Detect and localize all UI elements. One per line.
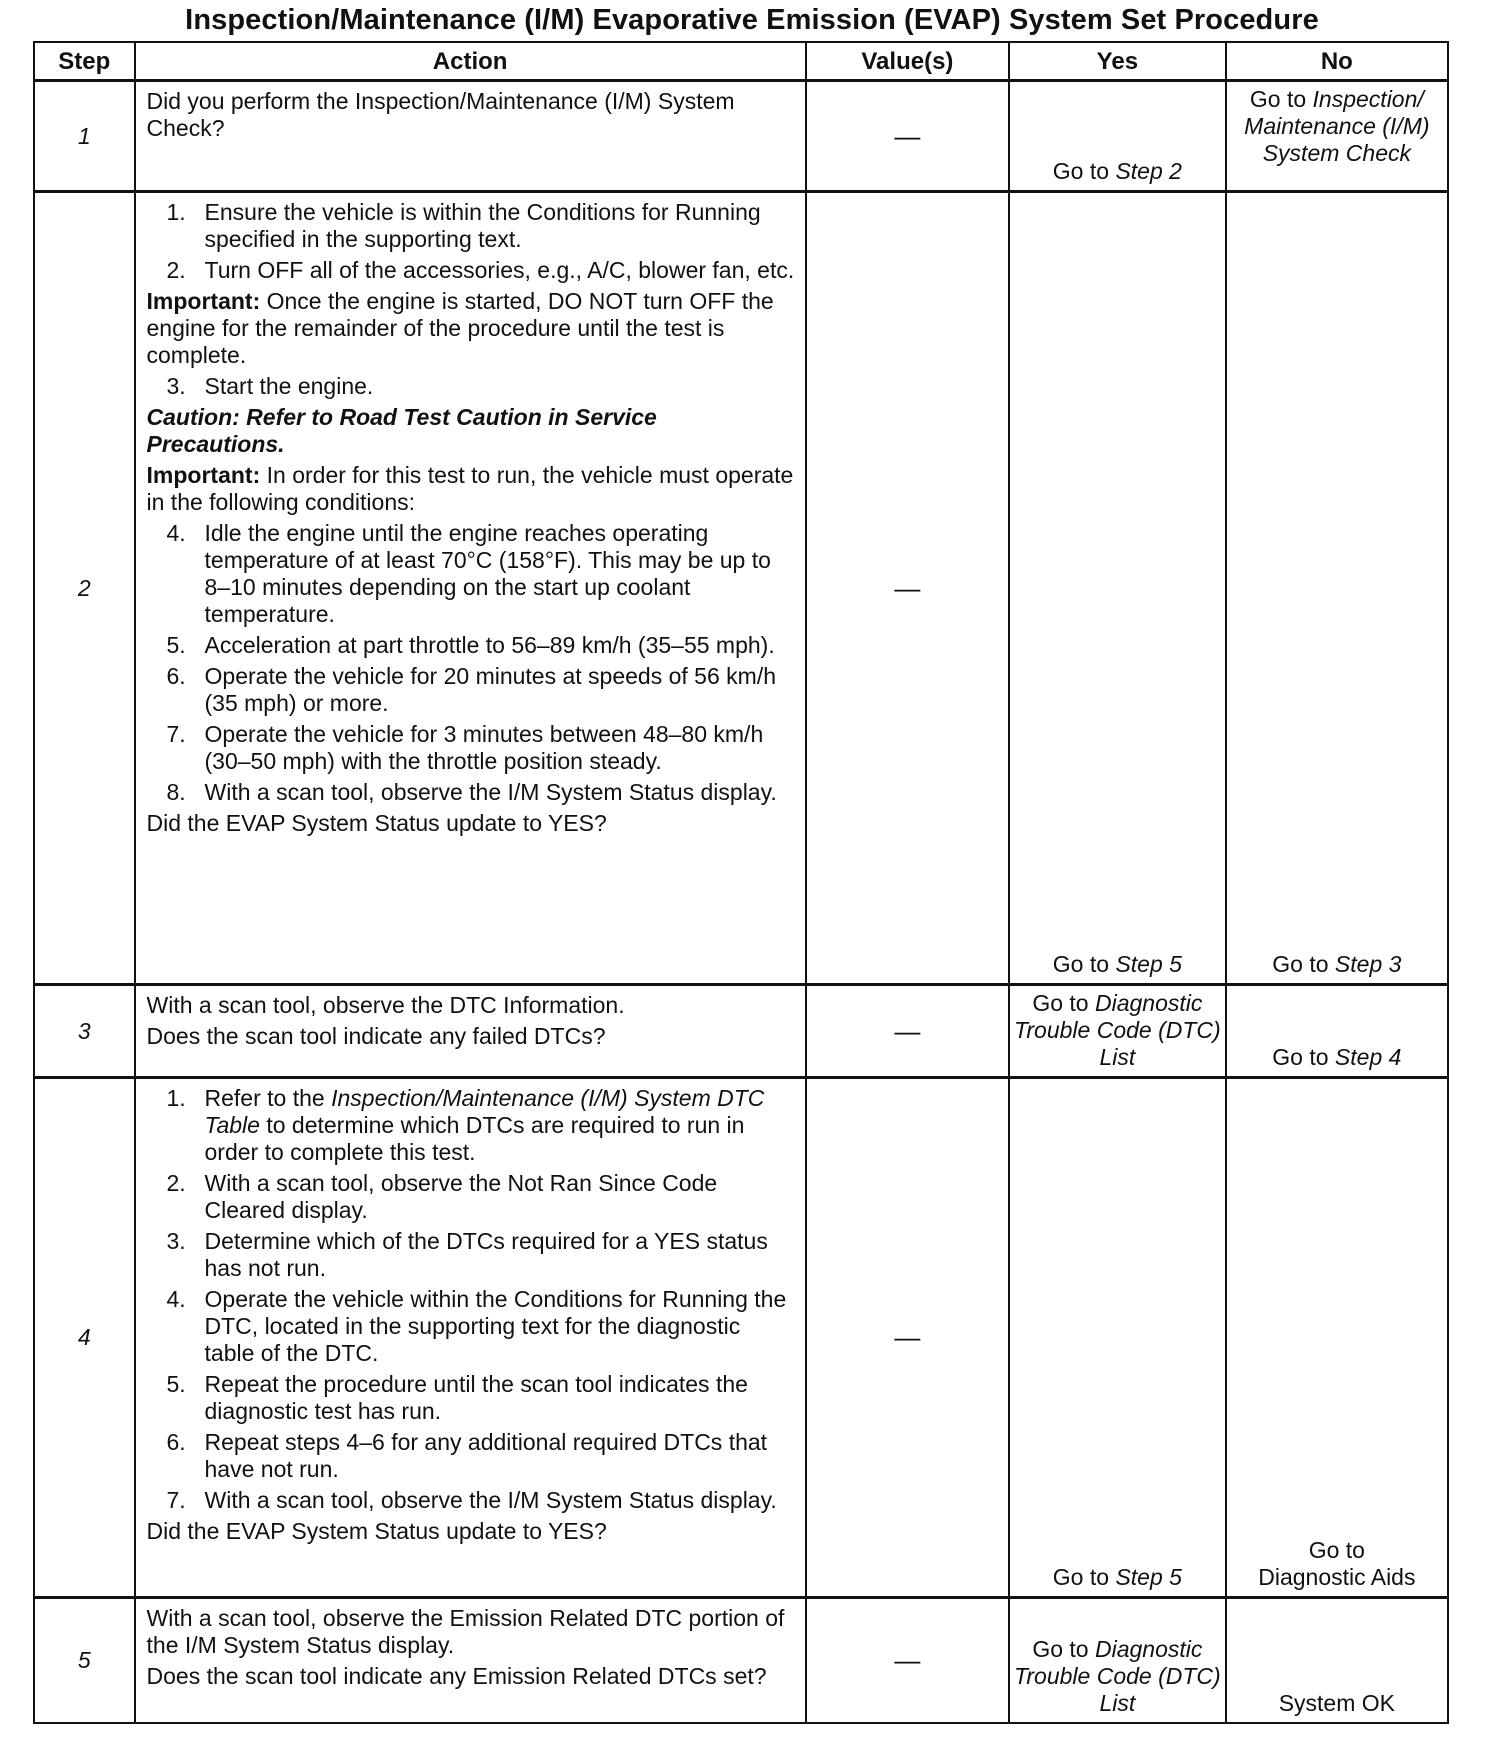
list-number: 2. [166,257,186,283]
important-text: Once the engine is started, DO NOT turn OFF the engine for the remainder of the procedure until the test is complete. [146,288,774,368]
table-header-row [34,42,1448,81]
goto-link[interactable]: Step 5 [1115,1564,1182,1590]
action-instruction: With a scan tool, observe the DTC Information. [146,992,625,1018]
header-step: Step [34,42,135,81]
list-text: With a scan tool, observe the I/M System Status display. [204,1487,777,1513]
step-number: 2 [34,192,135,985]
list-item [147,663,795,717]
list-text: Repeat the procedure until the scan tool indicates the diagnostic test has run. [204,1371,748,1424]
table-row [34,1078,1448,1598]
important-text: In order for this test to run, the vehicle must operate in the following conditions: [146,462,794,515]
header-values: Value(s) [806,42,1009,81]
action-instruction: With a scan tool, observe the Emission Related DTC portion of the I/M System Status display. [146,1605,785,1658]
yes-cell [1009,81,1226,192]
procedure-table [33,41,1449,1724]
goto-prefix: Go to [1032,990,1095,1016]
table-row [34,81,1448,192]
reference-link[interactable]: Inspection/Maintenance (I/M) System DTC Table [204,1085,765,1138]
table-row [34,985,1448,1078]
list-item [147,1286,795,1367]
important-label: Important: [146,462,261,488]
value-cell: — [806,81,1009,192]
list-text: With a scan tool, observe the Not Ran Since Code Cleared display. [204,1170,718,1223]
value-cell: — [806,985,1009,1078]
action-question: Did you perform the Inspection/Maintenance (I/M) System Check? [146,88,735,141]
goto-prefix: Go to [1052,951,1116,977]
goto-link[interactable]: Diagnostic Aids [1258,1564,1416,1590]
caution-note: Caution: Refer to Road Test Caution in Service Precautions. [146,404,657,457]
list-number: 4. [166,520,186,546]
yes-cell [1009,985,1226,1078]
step-number: 1 [34,81,135,192]
yes-cell [1009,192,1226,985]
value-cell: — [806,1078,1009,1598]
goto-prefix: Go to [1052,1564,1116,1590]
goto-link[interactable]: Step 3 [1334,951,1402,977]
list-item [147,1228,795,1282]
goto-prefix: Go to [1308,1537,1365,1563]
list-number: 1. [166,199,186,225]
goto-prefix: Go to [1249,86,1313,112]
list-text: to determine which DTCs are required to run in order to complete this test. [204,1112,745,1165]
list-item [147,721,795,775]
list-item [147,199,795,253]
list-number: 4. [166,1286,186,1312]
goto-prefix: Go to [1272,1044,1335,1070]
list-text: Acceleration at part throttle to 56–89 km/h (35–55 mph). [204,632,775,658]
table-row [34,1598,1448,1723]
table-row [34,192,1448,985]
value-cell: — [806,192,1009,985]
yes-cell [1009,1598,1226,1723]
step-number: 4 [34,1078,135,1598]
no-cell [1226,81,1448,192]
action-cell [135,81,806,192]
list-text: Determine which of the DTCs required for a YES status has not run. [204,1228,768,1281]
list-number: 7. [166,1487,186,1513]
list-text: Start the engine. [204,373,374,399]
action-cell [135,1598,806,1723]
goto-link[interactable]: Step 4 [1334,1044,1402,1070]
list-number: 2. [166,1170,186,1196]
list-number: 1. [166,1085,186,1111]
list-text: Operate the vehicle for 3 minutes between 48–80 km/h (30–50 mph) with the throttle position steady. [204,721,764,774]
no-cell [1226,1078,1448,1598]
list-number: 6. [166,663,186,689]
list-number: 3. [166,373,186,399]
action-question: Did the EVAP System Status update to YES? [146,810,607,836]
yes-cell [1009,1078,1226,1598]
goto-link[interactable]: Step 5 [1115,951,1182,977]
list-number: 6. [166,1429,186,1455]
list-text: Operate the vehicle within the Conditions for Running the DTC, located in the supporting text for the diagnostic table of the DTC. [204,1286,787,1366]
goto-prefix: Go to [1052,158,1116,184]
action-cell [135,985,806,1078]
goto-prefix: Go to [1032,1635,1095,1662]
goto-link[interactable]: Diagnostic Trouble Code (DTC) List [1014,1635,1221,1716]
list-item [147,520,795,628]
list-item [147,257,795,284]
goto-prefix: Go to [1272,951,1335,977]
list-text: Turn OFF all of the accessories, e.g., A/C, blower fan, etc. [204,257,795,283]
no-cell [1226,985,1448,1078]
list-text: Operate the vehicle for 20 minutes at speeds of 56 km/h (35 mph) or more. [204,663,777,716]
list-item [147,1085,795,1166]
value-cell: — [806,1598,1009,1723]
no-cell [1226,192,1448,985]
list-text: Idle the engine until the engine reaches operating temperature of at least 70°C (158°F). This may be up to 8–10 minutes depending on the start up coolant temperature. [204,520,771,627]
list-number: 5. [166,632,186,658]
action-cell [135,192,806,985]
important-note [147,462,795,516]
no-cell: System OK [1226,1598,1448,1723]
action-list [147,199,795,284]
step-number: 3 [34,985,135,1078]
list-item [147,1429,795,1483]
list-text: Repeat steps 4–6 for any additional required DTCs that have not run. [204,1429,768,1482]
goto-link[interactable]: Step 2 [1115,158,1182,184]
list-number: 8. [166,779,186,805]
action-list [147,1085,795,1514]
header-yes: Yes [1009,42,1226,81]
list-item [147,1371,795,1425]
page-title: Inspection/Maintenance (I/M) Evaporative Emission (EVAP) System Set Procedure [185,4,1319,36]
list-number: 5. [166,1371,186,1397]
list-text: Refer to the [204,1085,332,1111]
list-text: With a scan tool, observe the I/M System Status display. [204,779,777,805]
action-question: Did the EVAP System Status update to YES? [146,1518,607,1544]
action-list [147,373,795,400]
goto-link[interactable]: Inspection/ Maintenance (I/M) System Check [1244,86,1430,166]
list-item [147,1170,795,1224]
list-item [147,779,795,806]
step-number: 5 [34,1598,135,1723]
header-no: No [1226,42,1448,81]
list-number: 7. [166,721,186,747]
goto-link[interactable]: Diagnostic Trouble Code (DTC) List [1014,990,1221,1070]
list-text: Ensure the vehicle is within the Conditions for Running specified in the supporting text. [204,199,761,252]
action-list [147,520,795,806]
important-note [147,288,795,369]
list-item [147,632,795,659]
action-cell [135,1078,806,1598]
action-question: Does the scan tool indicate any failed DTCs? [146,1023,606,1049]
header-action: Action [135,42,806,81]
important-label: Important: [146,288,261,314]
list-item [147,1487,795,1514]
list-number: 3. [166,1228,186,1254]
action-question: Does the scan tool indicate any Emission Related DTCs set? [146,1663,767,1689]
list-item [147,373,795,400]
